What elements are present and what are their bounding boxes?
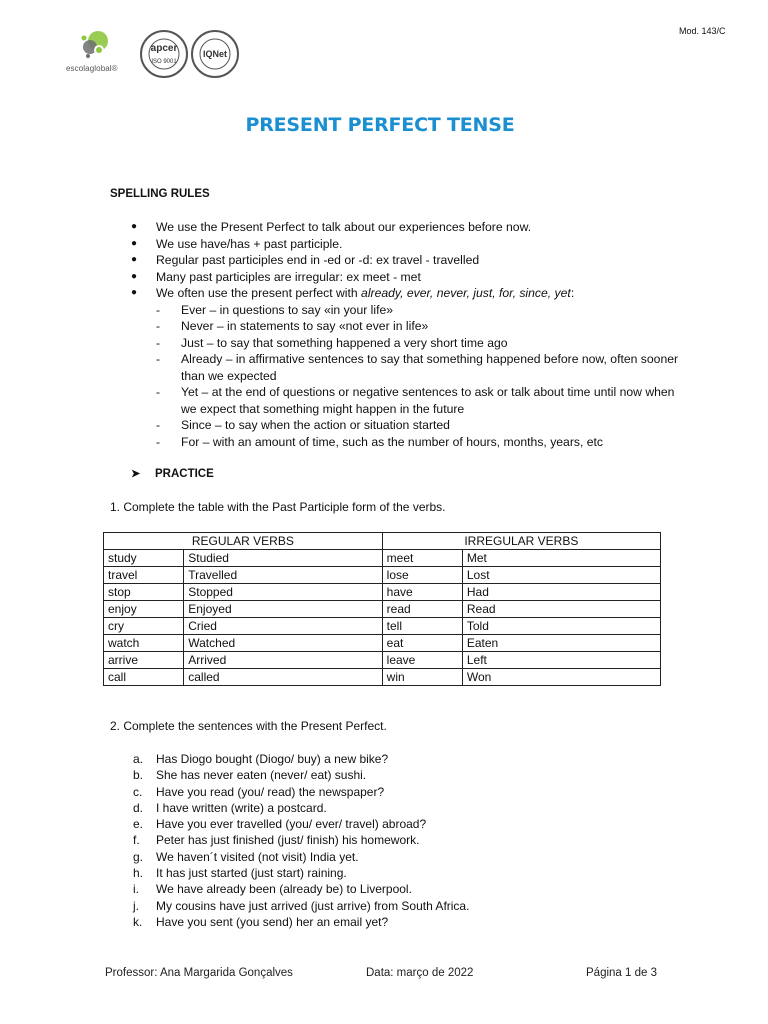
page-title: PRESENT PERFECT TENSE — [245, 114, 515, 136]
list-item: c. Have you read (you/ read) the newspaper? — [133, 784, 385, 799]
table-cell: call — [104, 669, 184, 686]
question-1: 1. Complete the table with the Past Participle form of the verbs. — [110, 500, 446, 514]
regular-verbs-header: REGULAR VERBS — [104, 533, 383, 550]
table-cell: Won — [462, 669, 660, 686]
rule-item: ● Many past participles are irregular: ex meet - met — [131, 269, 421, 284]
table-cell: read — [382, 601, 462, 618]
table-cell: Eaten — [462, 635, 660, 652]
table-cell: Stopped — [184, 584, 382, 601]
footer-professor: Professor: Ana Margarida Gonçalves — [105, 967, 293, 979]
table-cell: eat — [382, 635, 462, 652]
bullet-icon: ● — [131, 237, 138, 249]
table-cell: Read — [462, 601, 660, 618]
table-cell: cry — [104, 618, 184, 635]
list-item: d. I have written (write) a postcard. — [133, 800, 327, 815]
list-item: j. My cousins have just arrived (just arrive) from South Africa. — [133, 898, 470, 913]
table-cell: Lost — [462, 567, 660, 584]
table-cell: study — [104, 550, 184, 567]
sub-rule-item: - Yet – at the end of questions or negative sentences to ask or talk about time until now when we expect that something might happen in the future — [156, 385, 675, 416]
table-cell: Arrived — [184, 652, 382, 669]
rules-list — [131, 219, 691, 450]
list-item: e. Have you ever travelled (you/ ever/ travel) abroad? — [133, 817, 427, 832]
table-row — [104, 567, 661, 584]
rule-item: ● We use the Present Perfect to talk about our experiences before now. — [131, 220, 532, 234]
table-row — [104, 652, 661, 669]
table-cell: watch — [104, 635, 184, 652]
sentences-list — [133, 751, 593, 930]
table-cell: Told — [462, 618, 660, 635]
sub-rule-item: - Never – in statements to say «not ever in life» — [156, 319, 429, 333]
svg-text:apcer: apcer — [150, 43, 178, 54]
table-cell: win — [382, 669, 462, 686]
sub-rule-item: - Ever – in questions to say «in your life» — [156, 302, 394, 317]
list-item: i. We have already been (already be) to Liverpool. — [133, 882, 412, 897]
table-row — [104, 635, 661, 652]
rule-item: ● We often use the present perfect with already, ever, never, just, for, since, yet: - Ever – in questions to say «in your life» - Never – in statements to say «not ever in life» - Just – to say that something happened a very short time ago - Already – in affirmative sentences to say that something happened before now, often sooner than we expected - Yet – at the end of questions or negative sentences to ask or talk about time until now when we expect that something might happen in the future - Since – to say when the action or situation started - For – with an amount of time, such as the number of hours, months, years, etc — [131, 285, 691, 450]
verbs-table — [103, 532, 661, 686]
sub-rule-item: - For – with an amount of time, such as the number of hours, months, years, etc — [156, 434, 604, 449]
table-row — [104, 669, 661, 686]
table-row — [104, 584, 661, 601]
rule-item: ● We use have/has + past participle. — [131, 236, 343, 251]
arrow-right-icon: ➤ — [131, 468, 141, 480]
table-cell: arrive — [104, 652, 184, 669]
table-cell: travel — [104, 567, 184, 584]
irregular-verbs-header: IRREGULAR VERBS — [382, 533, 660, 550]
question-2: 2. Complete the sentences with the Present Perfect. — [110, 719, 387, 733]
rule-item: ● Regular past participles end in -ed or -d: ex travel - travelled — [131, 253, 480, 267]
table-cell: Had — [462, 584, 660, 601]
table-cell: have — [382, 584, 462, 601]
list-item: a. Has Diogo bought (Diogo/ buy) a new bike? — [133, 752, 389, 766]
sub-rule-item: - Already – in affirmative sentences to say that something happened before now, often sooner than we expected — [156, 352, 679, 383]
list-item: h. It has just started (just start) raining. — [133, 866, 347, 881]
table-cell: Cried — [184, 618, 382, 635]
logo-area — [66, 26, 256, 82]
table-row — [104, 601, 661, 618]
table-cell: called — [184, 669, 382, 686]
sub-rules-list — [156, 302, 691, 451]
logo-text: escolaglobal® — [66, 64, 118, 73]
table-row — [104, 618, 661, 635]
table-cell: lose — [382, 567, 462, 584]
escolaglobal-logo-icon — [66, 26, 256, 82]
document-code: Mod. 143/C — [679, 26, 726, 36]
table-cell: Left — [462, 652, 660, 669]
bullet-icon: ● — [131, 221, 138, 232]
table-row — [104, 550, 661, 567]
svg-text:IQNet: IQNet — [202, 49, 228, 59]
list-item: g. We haven´t visited (not visit) India yet. — [133, 849, 359, 864]
table-cell: meet — [382, 550, 462, 567]
table-cell: Studied — [184, 550, 382, 567]
list-item: b. She has never eaten (never/ eat) sushi. — [133, 768, 367, 783]
list-item: f. Peter has just finished (just/ finish) his homework. — [133, 833, 420, 848]
practice-heading: ➤ PRACTICE — [131, 468, 214, 480]
bullet-icon: ● — [131, 270, 138, 282]
bullet-icon: ● — [131, 254, 138, 265]
table-cell: Travelled — [184, 567, 382, 584]
table-cell: leave — [382, 652, 462, 669]
table-header-row — [104, 533, 661, 550]
list-item: k. Have you sent (you send) her an email yet? — [133, 914, 389, 929]
table-cell: tell — [382, 618, 462, 635]
footer-date: Data: março de 2022 — [366, 967, 474, 979]
section-heading: SPELLING RULES — [110, 188, 210, 200]
svg-text:ISO 9001: ISO 9001 — [151, 59, 177, 65]
table-cell: stop — [104, 584, 184, 601]
table-cell: Watched — [184, 635, 382, 652]
bullet-icon: ● — [131, 287, 138, 298]
table-cell: Met — [462, 550, 660, 567]
table-cell: enjoy — [104, 601, 184, 618]
sub-rule-item: - Just – to say that something happened a very short time ago — [156, 335, 508, 350]
table-cell: Enjoyed — [184, 601, 382, 618]
adverbs-italic: already, ever, never, just, for, since, yet — [361, 286, 571, 300]
footer-page-number: Página 1 de 3 — [586, 967, 657, 979]
sub-rule-item: - Since – to say when the action or situation started — [156, 418, 450, 432]
